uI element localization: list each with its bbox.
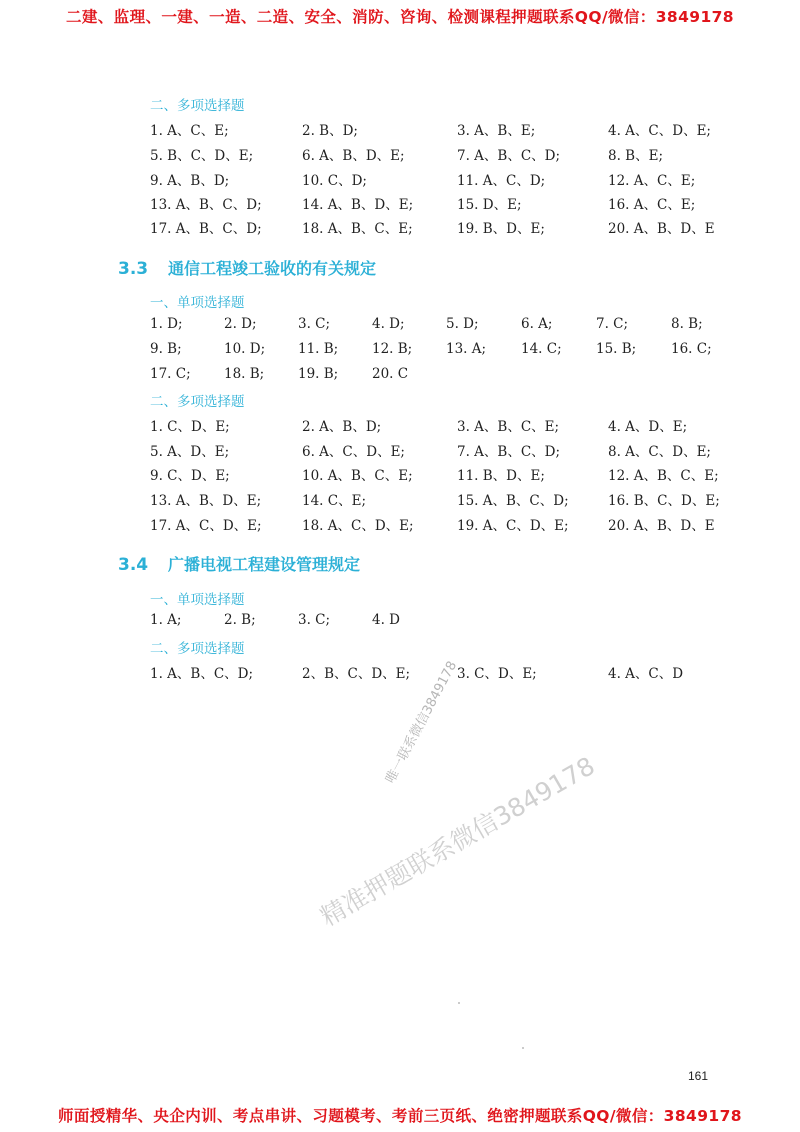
- answer-item: 11. B、D、E;: [457, 468, 545, 484]
- answer-item: 3. C;: [298, 316, 331, 332]
- answer-item: 4. D: [372, 612, 400, 628]
- section-title: 通信工程竣工验收的有关规定: [168, 259, 377, 278]
- answer-item: 5. A、D、E;: [150, 444, 230, 460]
- answer-item: 18. B;: [224, 366, 265, 382]
- bottom-banner: 师面授精华、央企内训、考点串讲、习题模考、考前三页纸、绝密押题联系QQ/微信：3849178: [58, 1107, 742, 1125]
- answer-item: 17. A、C、D、E;: [150, 518, 262, 534]
- answer-item: 10. C、D;: [302, 173, 367, 189]
- answer-item: 16. A、C、E;: [608, 197, 696, 213]
- answer-item: 6. A、B、D、E;: [302, 148, 405, 164]
- answer-item: 11. B;: [298, 341, 339, 357]
- subheading-single-choice: 一、单项选择题: [150, 295, 245, 311]
- answer-item: 11. A、C、D;: [457, 173, 546, 189]
- answer-item: 2. B;: [224, 612, 256, 628]
- answer-item: 3. C、D、E;: [457, 666, 537, 682]
- answer-item: 15. D、E;: [457, 197, 522, 213]
- answer-item: 14. C;: [521, 341, 562, 357]
- answer-item: 2. D;: [224, 316, 257, 332]
- section-number: 3.3: [118, 259, 149, 279]
- answer-item: 2. B、D;: [302, 123, 358, 139]
- answer-item: 20. A、B、D、E: [608, 221, 715, 237]
- answer-item: 4. A、C、D、E;: [608, 123, 711, 139]
- answer-item: 17. C;: [150, 366, 191, 382]
- answer-item: 1. D;: [150, 316, 183, 332]
- answer-item: 6. A;: [521, 316, 553, 332]
- answer-item: 9. C、D、E;: [150, 468, 230, 484]
- answer-item: 9. B;: [150, 341, 182, 357]
- page-number: 161: [688, 1069, 709, 1083]
- scan-speck: [522, 1047, 524, 1049]
- section-number: 3.4: [118, 555, 149, 575]
- answer-item: 3. A、B、C、E;: [457, 419, 560, 435]
- answer-item: 10. A、B、C、E;: [302, 468, 413, 484]
- subheading-single-choice: 一、单项选择题: [150, 592, 245, 608]
- answer-item: 20. C: [372, 366, 409, 382]
- answer-item: 3. C;: [298, 612, 331, 628]
- answer-item: 7. C;: [596, 316, 629, 332]
- answer-item: 15. B;: [596, 341, 637, 357]
- answer-item: 1. A、B、C、D;: [150, 666, 254, 682]
- answer-item: 10. D;: [224, 341, 266, 357]
- answer-item: 20. A、B、D、E: [608, 518, 715, 534]
- answer-item: 9. A、B、D;: [150, 173, 230, 189]
- answer-item: 7. A、B、C、D;: [457, 444, 561, 460]
- answer-item: 16. C;: [671, 341, 712, 357]
- answer-item: 1. C、D、E;: [150, 419, 230, 435]
- answer-item: 16. B、C、D、E;: [608, 493, 720, 509]
- answer-item: 8. A、C、D、E;: [608, 444, 711, 460]
- answer-item: 8. B、E;: [608, 148, 663, 164]
- answer-item: 6. A、C、D、E;: [302, 444, 405, 460]
- answer-item: 4. A、D、E;: [608, 419, 688, 435]
- answer-item: 7. A、B、C、D;: [457, 148, 561, 164]
- answer-item: 13. A、B、D、E;: [150, 493, 262, 509]
- answer-item: 8. B;: [671, 316, 703, 332]
- answer-item: 12. A、B、C、E;: [608, 468, 719, 484]
- answer-item: 5. D;: [446, 316, 479, 332]
- top-banner: 二建、监理、一建、一造、二造、安全、消防、咨询、检测课程押题联系QQ/微信：3849178: [65, 8, 734, 26]
- answer-item: 2、B、C、D、E;: [302, 666, 411, 682]
- answer-item: 14. C、E;: [302, 493, 366, 509]
- answer-item: 4. D;: [372, 316, 405, 332]
- section-3-3-heading: [118, 256, 376, 279]
- answer-item: 19. B;: [298, 366, 339, 382]
- answer-item: 12. A、C、E;: [608, 173, 696, 189]
- answer-item: 12. B;: [372, 341, 413, 357]
- answer-item: 18. A、C、D、E;: [302, 518, 414, 534]
- section-3-4-heading: [118, 552, 360, 575]
- answer-item: 19. A、C、D、E;: [457, 518, 569, 534]
- answer-item: 13. A;: [446, 341, 487, 357]
- scan-speck: [458, 1002, 460, 1004]
- subheading-multi-choice: 二、多项选择题: [150, 641, 245, 657]
- section-title: 广播电视工程建设管理规定: [168, 555, 361, 574]
- answer-item: 1. A、C、E;: [150, 123, 229, 139]
- answer-item: 1. A;: [150, 612, 182, 628]
- answer-item: 4. A、C、D: [608, 666, 684, 682]
- answer-item: 14. A、B、D、E;: [302, 197, 414, 213]
- answer-item: 2. A、B、D;: [302, 419, 382, 435]
- watermark-large: 精准押题联系微信3849178: [315, 751, 600, 932]
- answer-item: 18. A、B、C、E;: [302, 221, 413, 237]
- answer-item: 3. A、B、E;: [457, 123, 536, 139]
- answer-item: 15. A、B、C、D;: [457, 493, 569, 509]
- answer-item: 19. B、D、E;: [457, 221, 545, 237]
- subheading-multi-choice: 二、多项选择题: [150, 394, 245, 410]
- answer-item: 13. A、B、C、D;: [150, 197, 262, 213]
- subheading-multi-choice: 二、多项选择题: [150, 98, 245, 114]
- answer-item: 17. A、B、C、D;: [150, 221, 262, 237]
- watermark-small: 唯一联系微信3849178: [383, 658, 461, 786]
- answer-item: 5. B、C、D、E;: [150, 148, 254, 164]
